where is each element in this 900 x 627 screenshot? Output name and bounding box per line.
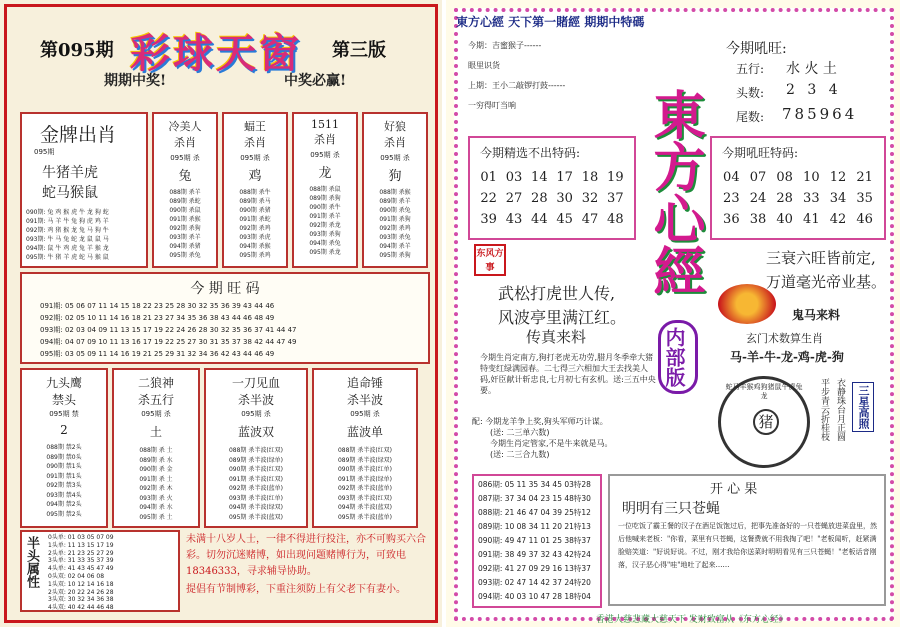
number-cell: 38 [749,212,767,227]
issue-number: 第095期 [40,40,114,61]
gold-history [26,208,146,262]
column-title: 二狼神 [137,376,174,390]
fax-note: (送: 二三单六数) [490,428,550,437]
half-head-row: 4头双: 40 42 44 46 48 [48,604,114,612]
bottom-column [112,368,200,528]
number-cell: 22 [480,191,497,206]
kill-issue: 095期 杀 [170,154,200,162]
kill-subtitle: 杀肖 [384,136,406,149]
list-item: 088期 杀鼠 [309,186,341,193]
not-out-grid [476,170,628,227]
number-cell: 07 [749,170,767,185]
list-item: 094期 禁2头 [46,501,82,508]
poem-right [766,246,886,294]
list-item: 088期 杀羊 [169,189,201,196]
number-cell: 35 [856,191,873,206]
list-item: 089期 禁0头 [46,453,82,461]
bottom-column [204,368,308,528]
list-item: 092期 杀 木 [139,485,173,492]
column-subtitle: 杀五行 [137,393,174,407]
column-issue: 095期 杀 [350,410,380,418]
column-answer: 蓝波双 [237,425,274,439]
list-item: 090期 杀鼠 [169,207,201,214]
clue-box [468,36,618,128]
right-page [446,0,900,627]
kill-issue: 095期 杀 [380,154,410,162]
list-item: 088期 杀猴 [379,189,411,196]
list-item: 095期 杀狗 [379,252,411,259]
kill-answer: 龙 [318,166,332,181]
number-cell: 28 [776,191,793,206]
slogan-left: 期期中奖! [104,73,167,89]
column-answer: 土 [149,425,162,439]
list-item: 088期 禁2头 [46,444,82,451]
kill-answer: 兔 [178,169,192,184]
half-head-row: 3头双: 30 32 34 36 38 [48,596,114,604]
list-item: 088期 杀牛 [239,189,271,196]
kill-column [292,112,358,268]
list-item: 091期 禁1头 [46,472,82,480]
column-subtitle: 禁头 [51,393,76,407]
seal-center: 猪 [753,409,779,435]
list-item: 091期 杀半波(绿单) [337,475,393,483]
heads-value: 2 3 4 [786,82,842,98]
hot-code-grid [718,170,878,227]
gold-line2: 蛇马猴鼠 [42,185,98,201]
number-cell: 17 [556,170,573,185]
number-cell: 41 [803,212,820,227]
kill-answer: 鸡 [248,169,262,184]
happy-headline: 明明有三只苍蝇 [622,501,720,517]
list-item: 091期 杀蛇 [239,216,271,223]
history-list [478,478,591,604]
number-cell: 01 [480,170,497,185]
number-cell: 24 [749,191,767,206]
column-subtitle: 杀半波 [346,393,383,407]
list-item: 095期 禁2头 [46,510,82,518]
kill-title: 蝠王 [244,120,266,133]
number-cell: 40 [776,212,793,227]
hot-row: 095期: 03 05 09 11 14 16 19 21 25 29 31 32 34 36 42 43 44 46 49 [40,350,275,358]
side-verse-1: 平步青云折桂枝 [819,378,829,441]
list-item: 088期 杀半波(红双) [228,447,284,454]
history-row: 094期: 40 03 10 47 28 18特04 [478,592,591,601]
list-item: 094期 杀半波(蓝双) [337,504,393,511]
hot-row: 093期: 02 03 04 09 11 13 15 17 19 22 24 26 28 30 32 35 36 37 41 44 47 [40,326,297,334]
number-cell: 47 [581,212,599,227]
kill-issue: 095期 杀 [310,151,340,159]
list-item: 090期 杀兔 [379,207,411,214]
vertical-brand-text: 東方心經 [644,88,705,296]
list-item: 091期 杀半波(红双) [228,475,284,483]
list-item: 093期 杀狗 [309,231,341,238]
heads-label: 头数: [736,86,765,100]
list-item: 089期 杀 水 [139,456,173,464]
list-item: 091期: 马 羊 牛 兔 狗 虎 鸡 羊 [26,218,109,225]
list-item: 092期 杀鸡 [239,225,271,232]
column-answer: 2 [60,423,68,437]
history-row: 091期: 38 49 37 32 43 42特24 [478,550,591,559]
list-item: 095期 杀 土 [139,513,173,521]
wuxing-value: 水 火 土 [786,61,837,77]
list-item: 093期 杀半波(红双) [337,494,393,502]
tiger-icon [718,284,776,324]
list-item: 089期 杀马 [239,198,271,205]
seal-ring-text: 蛇马羊猴鸡狗猪鼠牛虎兔龙 [725,383,803,400]
history-row: 093期: 02 47 14 42 37 24特20 [478,578,591,587]
brand-title: 彩球天窗 [130,30,302,77]
hot-numbers-box [20,272,430,364]
number-cell: 48 [607,212,624,227]
history-row: 090期: 49 47 11 01 25 38特37 [478,536,591,545]
tails-value: 785964 [782,105,858,123]
list-item: 088期 杀 土 [139,447,173,454]
number-cell: 27 [505,191,523,206]
half-head-label: 半头属性 [24,536,39,588]
happy-title: 开 心 果 [710,482,758,497]
list-item: 095期 杀半波(蓝单) [337,513,393,521]
list-item: 094期 杀兔 [309,240,341,247]
not-out-title: 今期精选不出特码: [480,146,581,160]
half-head-row: 1头单: 11 13 15 17 19 [48,541,114,549]
number-cell: 37 [607,191,624,206]
half-head-rows [48,534,114,612]
column-title: 九头鹰 [45,376,82,390]
list-item: 092期 杀龙 [309,222,341,229]
list-item: 089期 杀蛇 [169,198,201,205]
list-item: 090期 杀半波(红双) [228,466,284,473]
list-item: 095期 杀鸡 [239,252,271,259]
column-answer: 蓝波单 [346,425,383,439]
number-cell: 19 [607,170,624,185]
history-row: 092期: 41 27 09 29 16 13特37 [478,564,591,573]
happy-box [608,474,886,606]
hot-row: 091期: 05 06 07 11 14 15 18 22 23 25 28 30 32 35 36 39 43 44 46 [40,302,275,310]
list-item: 092期: 鸡 猪 猴 龙 兔 马 狗 牛 [26,227,109,234]
hot-numbers-title: 今 期 旺 码 [190,281,260,297]
not-out-box [468,136,636,240]
half-head-row: 2头单: 21 23 25 27 29 [48,549,114,557]
number-cell: 45 [556,212,573,227]
number-cell: 18 [581,170,599,185]
hot-code-box [710,136,886,240]
bottom-column [312,368,418,528]
kill-column [362,112,428,268]
number-cell: 08 [776,170,793,185]
list-item: 091期 杀狗 [379,216,411,223]
fax-notes [472,416,613,460]
list-item: 094期: 鼠 牛 鸡 虎 兔 羊 猴 龙 [26,245,109,252]
list-item: 093期 杀虎 [239,234,271,241]
poem-line: 风波亭里满江红。 [498,308,627,327]
list-item: 090期 禁1头 [46,463,82,470]
number-cell: 23 [723,191,740,206]
column-issue: 095期 杀 [241,410,271,418]
gold-issue: 095期 [34,148,55,156]
hot-numbers-list [40,300,297,360]
number-cell: 33 [803,191,820,206]
fax-title: 传真来料 [526,328,587,346]
column-issue: 095期 禁 [49,410,79,418]
xuanmen-title: 玄门术数算生肖 [746,332,823,345]
number-cell: 42 [829,212,847,227]
number-cell: 30 [556,191,573,206]
history-row: 088期: 21 46 47 04 39 25特12 [478,508,591,517]
kill-column [152,112,218,268]
list-item: 093期 杀 火 [139,494,173,502]
wuxing-label: 五行: [736,62,765,76]
kill-subtitle: 杀肖 [314,133,336,146]
list-item: 095期: 牛 猪 羊 虎 蛇 马 猴 鼠 [26,254,109,261]
kill-title: 冷美人 [168,120,202,133]
xuanmen-list: 马-羊-牛-龙-鸡-虎-狗 [730,350,844,364]
half-head-row: 1头双: 10 12 14 16 18 [48,580,114,588]
hot-code-title: 今期吼旺特码: [722,146,799,160]
number-cell: 34 [829,191,847,206]
list-item: 093期 杀兔 [379,234,411,241]
number-cell: 28 [531,191,548,206]
brand-tag: 内部版 [658,320,698,394]
list-item: 089期 杀半波(绿单) [228,456,284,464]
list-item: 090期 杀半波(红单) [337,466,393,473]
list-item: 090期 杀 金 [139,466,173,473]
fax-note: 配: 今期龙羊争上奖,狗头军师巧计谋。 [472,417,608,426]
fax-note: (送: 二三合九数) [490,450,550,459]
edition-label: 第三版 [332,40,386,61]
number-cell: 03 [505,170,523,185]
notice-text: 未满十八岁人士，一律不得进行投注，亦不可购买六合彩。切勿沉迷赌博，如出现问题赌博行为，可致电18346333，寻求辅导协助。 [186,534,426,577]
slogan-right: 中奖必赢! [284,73,347,89]
half-head-row: 4头单: 41 43 45 47 49 [48,565,114,573]
happy-text: 一位吃饭了霸王餐的汉子在酒足饭饱过后，把事先准备好的一只苍蝇放进菜盘里，然后他喊来老板："你看，菜里有只苍蝇，这餐费就不用我掏了吧！"老板闻听，赶紧满脸赔笑道："好说好说。不过，刚才我给你送菜时明明看见有三只苍蝇！"老板话音刚落，汉子恶心得"哇"地吐了起来…… [618,522,877,569]
list-item: 091期 杀 土 [139,475,173,483]
ghost-title: 鬼马来料 [792,308,841,322]
half-head-row: 3头单: 31 33 35 37 39 [48,557,114,565]
hot-row: 094期: 04 07 09 10 11 13 16 17 19 22 25 27 30 31 35 37 38 42 44 47 49 [40,338,297,346]
poem-line: 万道毫光帝业基。 [766,273,887,291]
list-item: 093期 禁4头 [46,491,82,499]
number-cell: 44 [531,212,548,227]
list-item: 089期 杀狗 [309,195,341,202]
clue-line: 今期：吉蜜猴子------ [468,41,542,50]
column-title: 一刀见血 [231,376,280,390]
top-banner: 東方心經 天下第一賭經 期期中特碼 [456,15,645,29]
clue-line: 眼里识货 [468,61,500,70]
list-item: 094期 杀猴 [239,243,271,250]
fax-note: 今期生肖定管家,不是牛来就是马。 [490,439,613,448]
bottom-columns [20,368,430,528]
list-item: 094期 杀半波(绿双) [228,504,284,511]
today-header: 今期吼旺: [726,41,787,57]
left-page [0,0,442,627]
number-cell: 04 [723,170,740,185]
half-head-row: 2头双: 20 22 24 26 28 [48,588,114,596]
header-bar [14,12,428,88]
list-item: 090期 杀牛 [309,204,341,211]
list-item: 091期 杀猴 [169,216,201,223]
list-item: 092期 杀狗 [169,225,201,232]
number-cell: 32 [581,191,599,206]
kill-zodiac-columns [152,112,430,268]
history-row: 086期: 05 11 35 34 45 03特28 [478,480,591,489]
number-cell: 14 [531,170,548,185]
half-head-row: 0头双: 02 04 06 08 [48,572,105,580]
fax-box [470,326,660,466]
list-item: 095期 杀龙 [309,249,341,256]
zodiac-seal [718,376,810,468]
vertical-brand [642,88,706,296]
tails-label: 尾数: [736,110,765,124]
today-box [716,34,884,128]
stamp: 东风方事 [474,244,506,276]
poem-left [498,282,626,330]
kill-subtitle: 杀肖 [244,136,266,149]
list-item: 092期 杀半波(蓝单) [337,485,393,492]
list-item: 089期 杀半波(绿双) [337,456,393,464]
number-cell: 21 [856,170,873,185]
number-cell: 12 [829,170,847,185]
side-verse-2: 衣静珠台月正圆 [835,378,845,441]
number-cell: 36 [723,212,740,227]
kill-title: 好狼 [384,120,406,133]
kill-title: 1511 [311,118,339,131]
list-item: 093期 杀半波(红单) [228,494,284,502]
list-item: 094期 杀 水 [139,504,173,511]
list-item: 095期 杀兔 [169,252,201,259]
list-item: 094期 杀猪 [169,243,201,250]
column-title: 追命锤 [346,376,383,390]
history-row: 087期: 37 34 04 23 15 48特30 [478,494,591,503]
column-subtitle: 杀半波 [237,393,274,407]
list-item: 093期 杀羊 [169,234,201,241]
clue-line: 一穷得叮当响 [468,101,516,110]
gold-title: 金牌出肖 [40,124,117,146]
list-item: 092期 禁3头 [46,482,82,489]
gold-zodiac-box [20,112,148,268]
list-item: 092期 杀鸡 [379,225,411,232]
half-head-row: 0头单: 01 03 05 07 09 [48,534,114,541]
hot-row: 092期: 02 05 10 11 14 16 18 21 23 27 34 35 36 38 43 44 46 48 49 [40,314,275,322]
column-issue: 095期 杀 [141,410,171,418]
poem-line: 武松打虎世人传, [498,284,616,303]
notice [186,532,426,598]
number-cell: 39 [480,212,497,227]
list-item: 088期 杀半波(红双) [337,447,393,454]
poem-line: 三衰六旺皆前定, [766,249,876,267]
number-cell: 10 [803,170,820,185]
bottom-column [20,368,108,528]
clue-line: 上期：王小二敲锣打鼓------ [468,81,566,90]
side-verse-3: 三星高照 [852,382,874,432]
fax-text: 今期生肖定南方,狗打老虎无功劳,腊月冬季牵大猪特变红绿满园春。二七得三六相加大王去找美人码,奸臣献计斩忠良,七月初七有玄机。送:三五中央要。 [480,353,656,395]
kill-subtitle: 杀肖 [174,136,196,149]
kill-issue: 095期 杀 [240,154,270,162]
list-item: 095期 杀半波(蓝双) [228,513,284,521]
history-box [472,474,602,608]
list-item: 090期: 兔 鸡 猴 虎 牛 龙 狗 蛇 [26,209,109,216]
list-item: 093期: 牛 马 兔 蛇 龙 鼠 鼠 马 [26,236,109,243]
gold-line1: 牛猪羊虎 [42,165,98,181]
kill-column [222,112,288,268]
list-item: 090期 杀猪 [239,207,271,214]
kill-answer: 狗 [388,169,402,184]
footer: 香港大慈悲藏大慈天下 发财致富从《东方心经》 [596,615,788,625]
half-head-box [20,530,180,612]
list-item: 089期 杀羊 [379,198,411,205]
notice-text-2: 提倡有节制博彩，下重注须防上有父老下有妻小。 [186,584,406,595]
list-item: 094期 杀羊 [379,243,411,250]
number-cell: 46 [856,212,873,227]
list-item: 091期 杀羊 [309,213,341,220]
list-item: 092期 杀半波(蓝单) [228,485,284,492]
number-cell: 43 [505,212,523,227]
history-row: 089期: 10 08 34 11 20 21特13 [478,522,591,531]
